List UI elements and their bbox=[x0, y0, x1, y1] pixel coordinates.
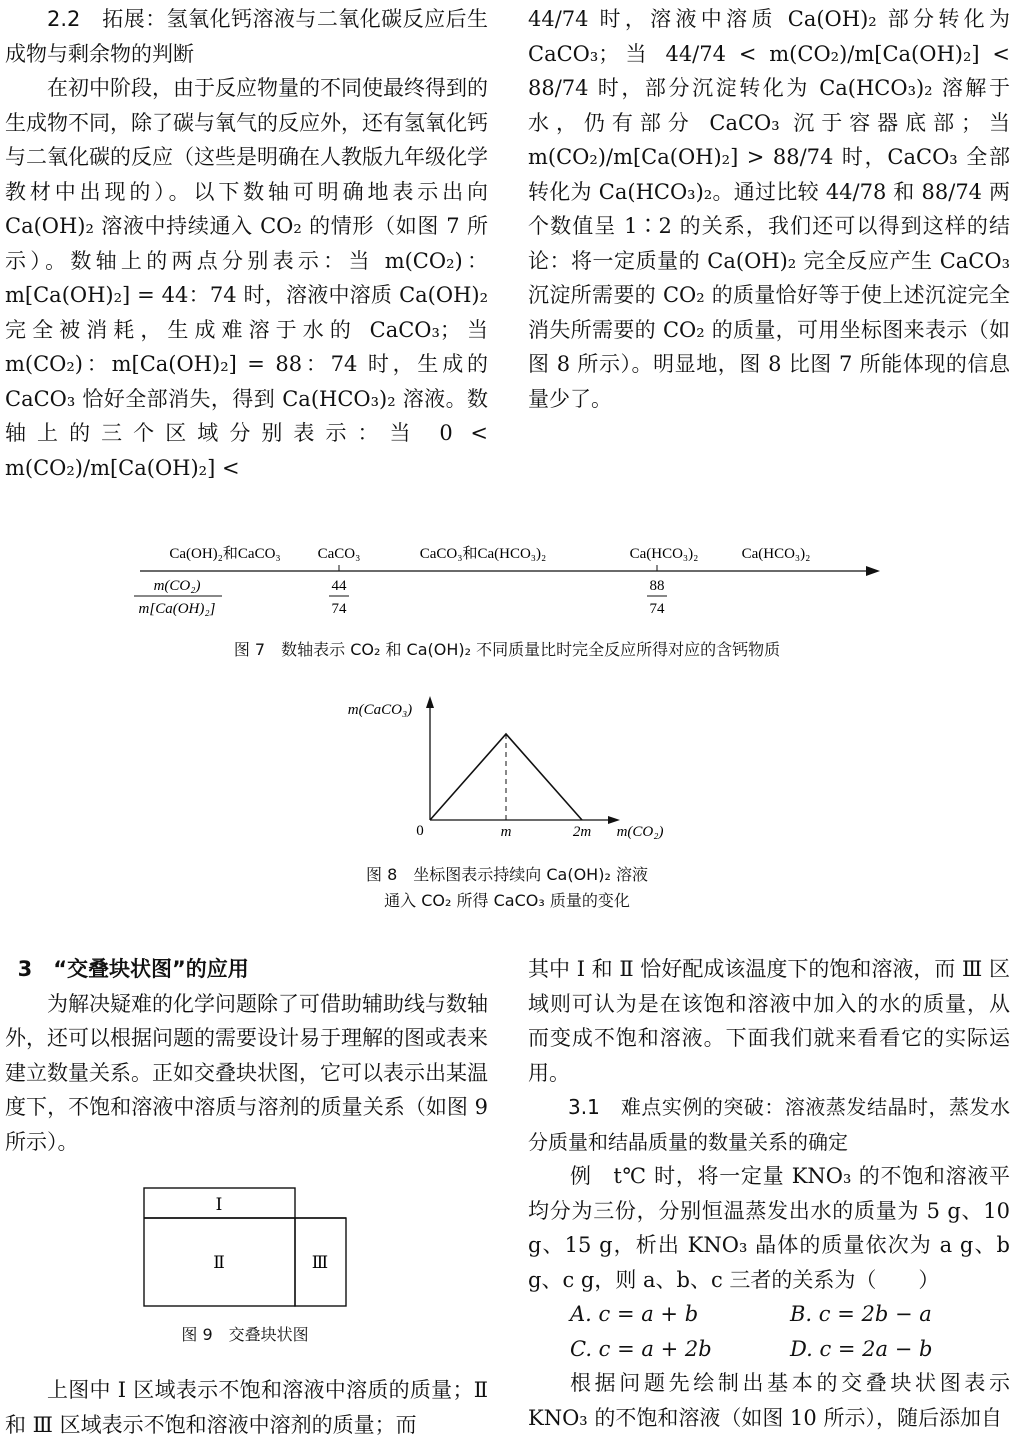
options-row-2 bbox=[528, 1332, 1010, 1367]
paragraph-number-line-intro: 在初中阶段，由于反应物量的不同使最终得到的生成物不同，除了碳与氧气的反应外，还有氢氧化钙与二氧化碳的反应（这些是明确在人教版九年级化学教材中出现的）。以下数轴可明确地表示出向 Ca(OH)₂ 溶液中持续通入 CO₂ 的情形（如图 7 所示）。数轴上的两点分别表示：当 m(CO₂)：m[Ca(OH)₂] = 44：74 时，溶液中溶质 Ca(OH)₂ 完全被消耗，生成难溶于水的 CaCO₃；当 m(CO₂)：m[Ca(OH)₂] = 88：74 时，生成的 CaCO₃ 恰好全部消失，得到 Ca(HCO₃)₂ 溶液。数轴上的三个区域分别表示：当 0 < m(CO₂)/m[Ca(OH)₂] < bbox=[5, 76, 488, 480]
figure-7-caption: 图 7 数轴表示 CO₂ 和 Ca(OH)₂ 不同质量比时完全反应所得对应的含钙物质 bbox=[233, 640, 781, 659]
example-problem: 例 t℃ 时，将一定量 KNO₃ 的不饱和溶液平均分为三份，分别恒温蒸发出水的质量为 5 g、10 g、15 g，析出 KNO₃ 晶体的质量依次为 a g、b g、c g，则 a、b、c 三者的关系为（ ） bbox=[528, 1164, 1010, 1292]
tick-1-denominator: 74 bbox=[331, 601, 347, 617]
option-c: C. c = a + 2b bbox=[570, 1336, 712, 1361]
ratio-denominator: m[Ca(OH)₂] bbox=[138, 601, 216, 617]
subsection-heading-3-1: 3.1 难点实例的突破：溶液蒸发结晶时，蒸发水分质量和结晶质量的数量关系的确定 bbox=[528, 1095, 1010, 1154]
left-column-bottom bbox=[5, 952, 488, 1159]
y-axis-label: m(CaCO₃) bbox=[347, 702, 413, 718]
figure-9-overlap-blocks bbox=[0, 1180, 500, 1315]
left-column-top bbox=[5, 2, 488, 485]
ratio-numerator: m(CO₂) bbox=[153, 578, 201, 594]
section-heading-2-2: 2.2 拓展：氢氧化钙溶液与二氧化碳反应后生成物与剩余物的判断 bbox=[5, 7, 488, 66]
right-column-bottom bbox=[528, 952, 1010, 1435]
figure-8-plot bbox=[0, 690, 1014, 850]
option-a: A. c = a + b bbox=[570, 1302, 699, 1326]
tick-1-numerator: 44 bbox=[331, 578, 347, 594]
right-column-top bbox=[528, 2, 1010, 416]
region-label-1: Ca(OH)₂和CaCO₃ bbox=[169, 546, 281, 562]
section-heading-3: 3 “交叠块状图”的应用 bbox=[17, 957, 249, 981]
region-label-5: Ca(HCO₃)₂ bbox=[741, 546, 811, 562]
tick-2m-label: 2m bbox=[572, 824, 592, 840]
region-label-3: CaCO₃和Ca(HCO₃)₂ bbox=[419, 546, 547, 562]
tick-2-numerator: 88 bbox=[649, 578, 665, 594]
figure-7-number-line bbox=[0, 535, 1014, 625]
paragraph-region-explanation: 上图中 Ⅰ 区域表示不饱和溶液中溶质的质量；Ⅱ 和 Ⅲ 区域表示不饱和溶液中溶剂的质量；而 bbox=[5, 1378, 488, 1437]
paragraph-ratio-regions: 44/74 时，溶液中溶质 Ca(OH)₂ 部分转化为 CaCO₃；当 44/74 < m(CO₂)/m[Ca(OH)₂] < 88/74 时，部分沉淀转化为 Ca(HCO₃)₂ 溶解于水，仍有部分 CaCO₃ 沉于容器底部；当 m(CO₂)/m[Ca(OH)₂] > 88/74 时，CaCO₃ 全部转化为 Ca(HCO₃)₂。通过比较 44/78 和 88/74 两个数值呈 1∶2 的关系，我们还可以得到这样的结论：将一定质量的 Ca(OH)₂ 完全反应产生 CaCO₃ 沉淀所需要的 CO₂ 的质量恰好等于使上述沉淀完全消失所需要的 CO₂ 的质量，可用坐标图来表示（如图 8 所示）。明显地，图 8 比图 7 所能体现的信息量少了。 bbox=[528, 7, 1010, 411]
region-label-4: Ca(HCO₃)₂ bbox=[629, 546, 699, 562]
figure-8-caption-line-1: 图 8 坐标图表示持续向 Ca(OH)₂ 溶液 bbox=[366, 865, 648, 884]
tick-m-label: m bbox=[500, 824, 512, 840]
paragraph-solution-start: 根据问题先绘制出基本的交叠块状图表示 KNO₃ 的不饱和溶液（如图 10 所示），随后添加自 bbox=[528, 1371, 1010, 1430]
figure-9-caption: 图 9 交叠块状图 bbox=[181, 1325, 309, 1344]
options-row-1 bbox=[528, 1297, 1010, 1332]
figure-8-caption-line-2: 通入 CO₂ 所得 CaCO₃ 质量的变化 bbox=[384, 891, 630, 910]
origin-label: 0 bbox=[416, 823, 424, 839]
region-1-label: Ⅰ bbox=[215, 1195, 223, 1214]
paragraph-region-meaning: 其中 Ⅰ 和 Ⅱ 恰好配成该温度下的饱和溶液，而 Ⅲ 区域则可认为是在该饱和溶液中加入的水的质量，从而变成不饱和溶液。下面我们就来看看它的实际运用。 bbox=[528, 957, 1010, 1085]
option-d: D. c = 2a − b bbox=[790, 1336, 933, 1361]
region-label-2: CaCO₃ bbox=[317, 546, 361, 562]
left-column-bottom-tail bbox=[5, 1373, 488, 1442]
paragraph-overlap-block-intro: 为解决疑难的化学问题除了可借助辅助线与数轴外，还可以根据问题的需要设计易于理解的图或表来建立数量关系。正如交叠块状图，它可以表示出某温度下，不饱和溶液中溶质与溶剂的质量关系（如图 9 所示）。 bbox=[5, 991, 488, 1154]
x-axis-label: m(CO₂) bbox=[616, 824, 664, 840]
region-2-label: Ⅱ bbox=[213, 1253, 225, 1272]
region-3-label: Ⅲ bbox=[311, 1253, 329, 1272]
tick-2-denominator: 74 bbox=[649, 601, 665, 617]
option-b: B. c = 2b − a bbox=[790, 1302, 932, 1326]
